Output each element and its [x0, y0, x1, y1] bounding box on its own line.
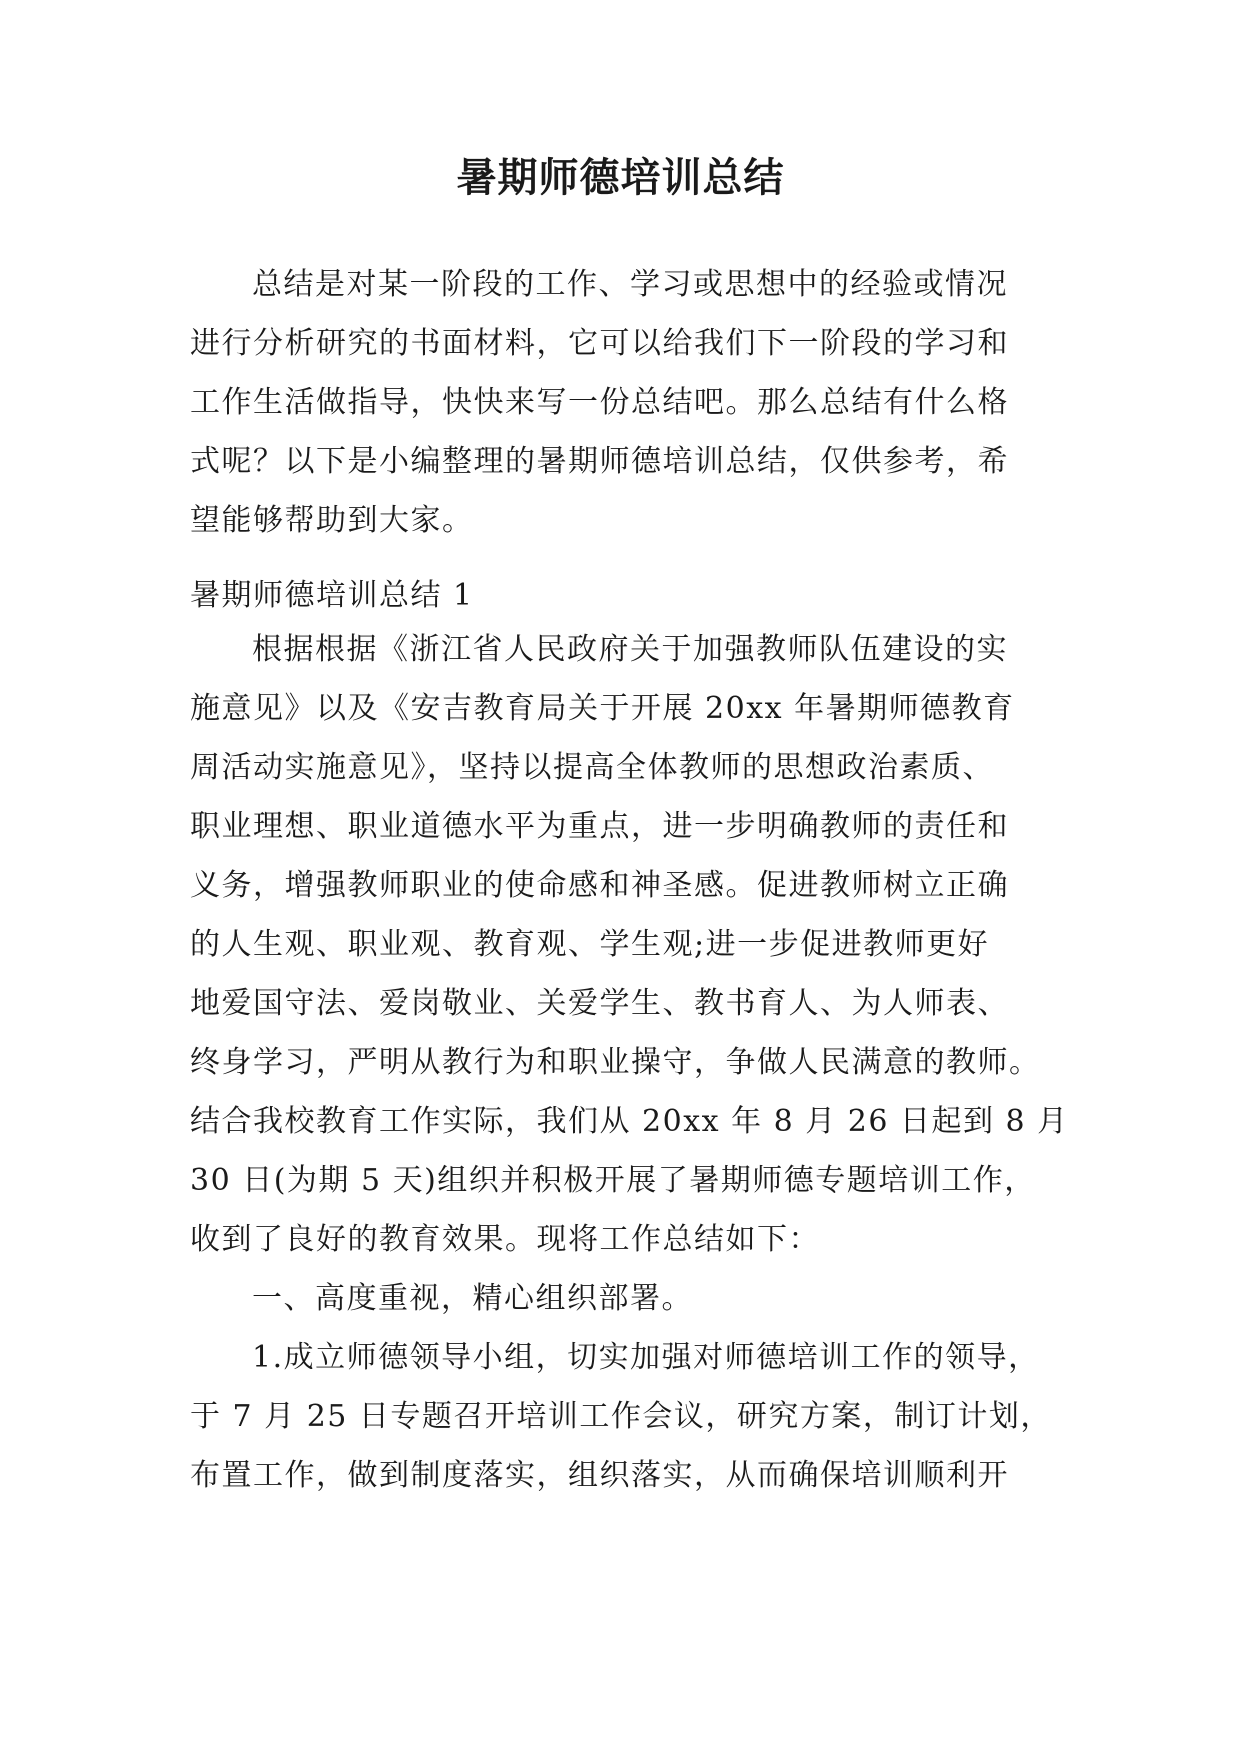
- paragraph-line: 式呢？以下是小编整理的暑期师德培训总结，仅供参考，希: [190, 444, 1009, 479]
- paragraph-line: 收到了良好的教育效果。现将工作总结如下：: [190, 1222, 820, 1257]
- paragraph-line: 的人生观、职业观、教育观、学生观;进一步促进教师更好: [190, 927, 990, 962]
- body-paragraph: [190, 620, 1069, 1505]
- paragraph-line: 终身学习，严明从教行为和职业操守，争做人民满意的教师。: [190, 1045, 1041, 1080]
- section-heading-block: [190, 566, 1052, 625]
- paragraph-line: 施意见》以及《安吉教育局关于开展 20xx 年暑期师德教育: [190, 691, 1015, 726]
- paragraph-line: 根据根据《浙江省人民政府关于加强教师队伍建设的实: [252, 632, 1008, 667]
- paragraph-line: 望能够帮助到大家。: [190, 503, 474, 538]
- paragraph-line: 于 7 月 25 日专题召开培训工作会议，研究方案，制订计划，: [190, 1399, 1052, 1434]
- paragraph-line: 布置工作，做到制度落实，组织落实，从而确保培训顺利开: [190, 1458, 1009, 1493]
- section-heading: 暑期师德培训总结 1: [190, 578, 474, 613]
- paragraph-line: 工作生活做指导，快快来写一份总结吧。那么总结有什么格: [190, 385, 1009, 420]
- document-title: 暑期师德培训总结: [456, 154, 785, 201]
- intro-paragraph: [190, 255, 1052, 550]
- subheading: 一、高度重视，精心组织部署。: [252, 1281, 693, 1316]
- paragraph-line: 职业理想、职业道德水平为重点，进一步明确教师的责任和: [190, 809, 1009, 844]
- paragraph-line: 结合我校教育工作实际，我们从 20xx 年 8 月 26 日起到 8 月: [190, 1104, 1069, 1139]
- paragraph-line: 30 日(为期 5 天)组织并积极开展了暑期师德专题培训工作，: [190, 1163, 1036, 1198]
- paragraph-line: 周活动实施意见》，坚持以提高全体教师的思想政治素质、: [190, 750, 994, 785]
- paragraph-line: 义务，增强教师职业的使命感和神圣感。促进教师树立正确: [190, 868, 1009, 903]
- paragraph-line: 地爱国守法、爱岗敬业、关爱学生、教书育人、为人师表、: [190, 986, 1009, 1021]
- paragraph-line: 进行分析研究的书面材料，它可以给我们下一阶段的学习和: [190, 326, 1009, 361]
- paragraph-line: 总结是对某一阶段的工作、学习或思想中的经验或情况: [252, 267, 1008, 302]
- paragraph-line: 1.成立师德领导小组，切实加强对师德培训工作的领导，: [252, 1340, 1040, 1375]
